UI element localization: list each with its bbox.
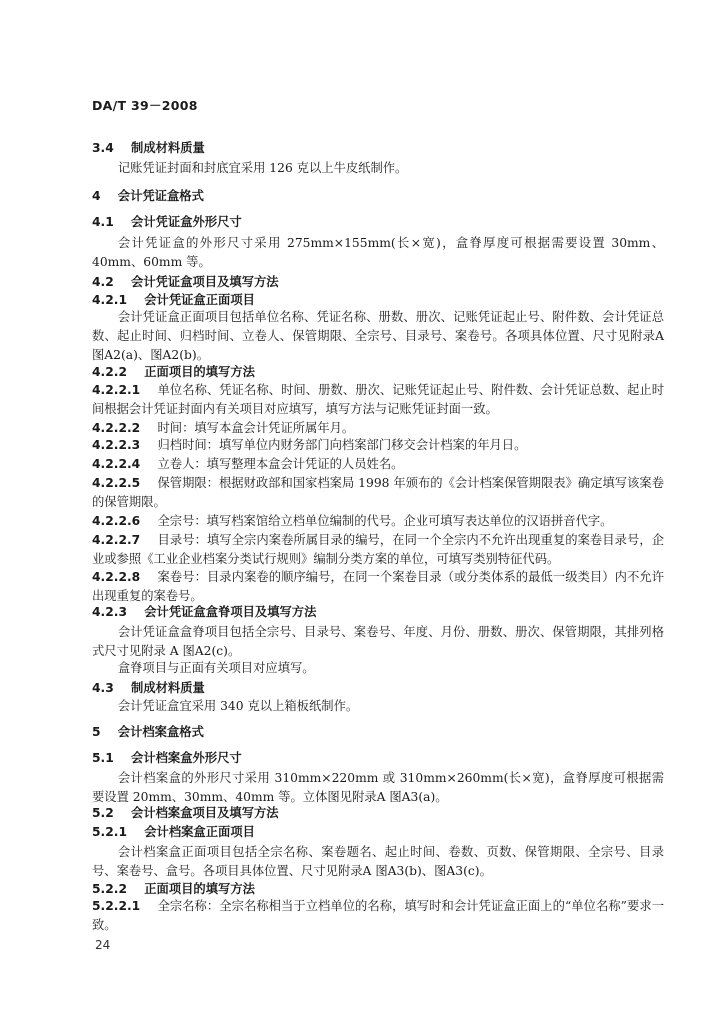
- clause-text: 全宗号：填写档案馆给立档单位编制的代号。企业可填写表达单位的汉语拼音代字。: [157, 514, 613, 528]
- clause-number: 4.2.2.4: [92, 457, 141, 471]
- heading-4-2-2: [92, 363, 664, 382]
- section-title: 正面项目的填写方法: [144, 882, 255, 896]
- section-number: 4.2.2: [92, 365, 128, 379]
- clause-number: 4.2.2.8: [92, 570, 141, 584]
- section-title: 会计档案盒项目及填写方法: [131, 806, 279, 820]
- clause-text: 单位名称、凭证名称、时间、册数、册次、记账凭证起止号、附件数、会计凭证总数、起止时间根据会计凭证封面内有关项目对应填写，填写方法与记账凭证封面一致。: [92, 383, 664, 416]
- section-title: 会计凭证盒正面项目: [144, 293, 255, 307]
- heading-4: [92, 187, 664, 206]
- section-number: 3.4: [92, 141, 114, 155]
- paragraph: 会计凭证盒的外形尺寸采用 275mm×155mm(长×宽)，盒脊厚度可根据需要设置 30mm、40mm、60mm 等。: [92, 236, 664, 269]
- clause-number: 4.2.2.5: [92, 476, 141, 490]
- clause-number: 4.2.2.6: [92, 514, 141, 528]
- section-number: 5.2.1: [92, 825, 128, 839]
- section-title: 会计凭证盒外形尺寸: [131, 215, 242, 229]
- paragraph: 会计档案盒的外形尺寸采用 310mm×220mm 或 310mm×260mm(长×宽)，盒脊厚度可根据需要设置 20mm、30mm、40mm 等。立体图见附录A 图A3(a)。: [92, 771, 664, 804]
- section-title: 会计档案盒外形尺寸: [131, 751, 242, 765]
- section-title: 会计档案盒正面项目: [144, 825, 255, 839]
- heading-4-2: [92, 273, 664, 292]
- clause-text: 案卷号：目录内案卷的顺序编号，在同一个案卷目录（或分类体系的最低一级类目）内不允许出现重复的案卷号。: [92, 570, 664, 603]
- heading-3-4: [92, 139, 664, 158]
- clause-4-2-2-5: [92, 474, 664, 512]
- clause-4-2-2-8: [92, 568, 664, 606]
- clause-4-2-2-3: [92, 436, 664, 455]
- clause-4-2-2-1: [92, 381, 664, 419]
- paragraph: 会计档案盒正面项目包括全宗名称、案卷题名、起止时间、卷数、页数、保管期限、全宗号、目录号、案卷号、盒号。各项目具体位置、尺寸见附录A 图A3(b)、图A3(c)。: [92, 845, 664, 878]
- section-number: 5.2: [92, 806, 114, 820]
- document-code: DA/T 39－2008: [92, 98, 198, 113]
- clause-number: 4.2.2.3: [92, 438, 141, 452]
- clause-4-2-2-7: [92, 531, 664, 569]
- paragraph: 记账凭证封面和封底宜采用 126 克以上牛皮纸制作。: [117, 161, 408, 175]
- section-number: 4.3: [92, 681, 114, 695]
- section-number: 4.2.3: [92, 605, 128, 619]
- paragraph: 盒脊项目与正面有关项目对应填写。: [117, 661, 315, 675]
- clause-number: 4.2.2.1: [92, 383, 141, 397]
- heading-4-3: [92, 679, 664, 698]
- section-number: 4: [92, 189, 101, 203]
- heading-4-2-3: [92, 603, 664, 622]
- clause-text: 全宗名称：全宗名称相当于立档单位的名称，填写时和会计凭证盒正面上的“单位名称”要求一致。: [92, 899, 664, 932]
- heading-5-2-1: [92, 823, 664, 842]
- heading-4-1: [92, 213, 664, 232]
- clause-number: 4.2.2.2: [92, 421, 141, 435]
- clause-4-2-2-6: [92, 512, 664, 531]
- heading-5-2: [92, 804, 664, 823]
- section-title: 会计凭证盒盒脊项目及填写方法: [144, 605, 317, 619]
- paragraph: 会计凭证盒正面项目包括单位名称、凭证名称、册数、册次、记账凭证起止号、附件数、会计凭证总数、起止时间、归档时间、立卷人、保管期限、全宗号、目录号、案卷号。各项具体位置、尺寸见附录A 图A2(a)、图A2(b)。: [92, 310, 664, 362]
- section-number: 5.1: [92, 751, 114, 765]
- section-number: 4.2: [92, 275, 114, 289]
- section-number: 5: [92, 725, 101, 739]
- section-title: 制成材料质量: [131, 681, 205, 695]
- section-title: 会计档案盒格式: [117, 725, 204, 739]
- section-title: 正面项目的填写方法: [144, 365, 255, 379]
- section-number: 4.1: [92, 215, 114, 229]
- clause-4-2-2-4: [92, 455, 664, 474]
- heading-5-1: [92, 749, 664, 768]
- section-number: 4.2.1: [92, 293, 128, 307]
- clause-text: 立卷人：填写整理本盒会计凭证的人员姓名。: [157, 457, 404, 471]
- clause-text: 目录号：填写全宗内案卷所属目录的编号，在同一个全宗内不允许出现重复的案卷目录号，企业或参照《工业企业档案分类试行规则》编制分类方案的单位，可填写类别特征代码。: [92, 533, 664, 566]
- paragraph: 会计凭证盒盒脊项目包括全宗号、目录号、案卷号、年度、月份、册数、册次、保管期限，其排列格式尺寸见附录 A 图A2(c)。: [92, 625, 664, 658]
- clause-number: 5.2.2.1: [92, 899, 141, 913]
- clause-text: 时间：填写本盒会计凭证所属年月。: [157, 421, 355, 435]
- section-title: 会计凭证盒格式: [117, 189, 204, 203]
- clause-number: 4.2.2.7: [92, 533, 141, 547]
- clause-5-2-2-1: [92, 897, 664, 935]
- heading-5: [92, 723, 664, 742]
- section-number: 5.2.2: [92, 882, 128, 896]
- section-title: 会计凭证盒项目及填写方法: [131, 275, 279, 289]
- page-number: 24: [95, 938, 111, 952]
- section-title: 制成材料质量: [131, 141, 205, 155]
- clause-text: 保管期限：根据财政部和国家档案局 1998 年颁布的《会计档案保管期限表》确定填写该案卷的保管期限。: [92, 476, 664, 509]
- clause-text: 归档时间：填写单位内财务部门向档案部门移交会计档案的年月日。: [157, 438, 527, 452]
- paragraph: 会计凭证盒宜采用 340 克以上箱板纸制作。: [117, 699, 359, 713]
